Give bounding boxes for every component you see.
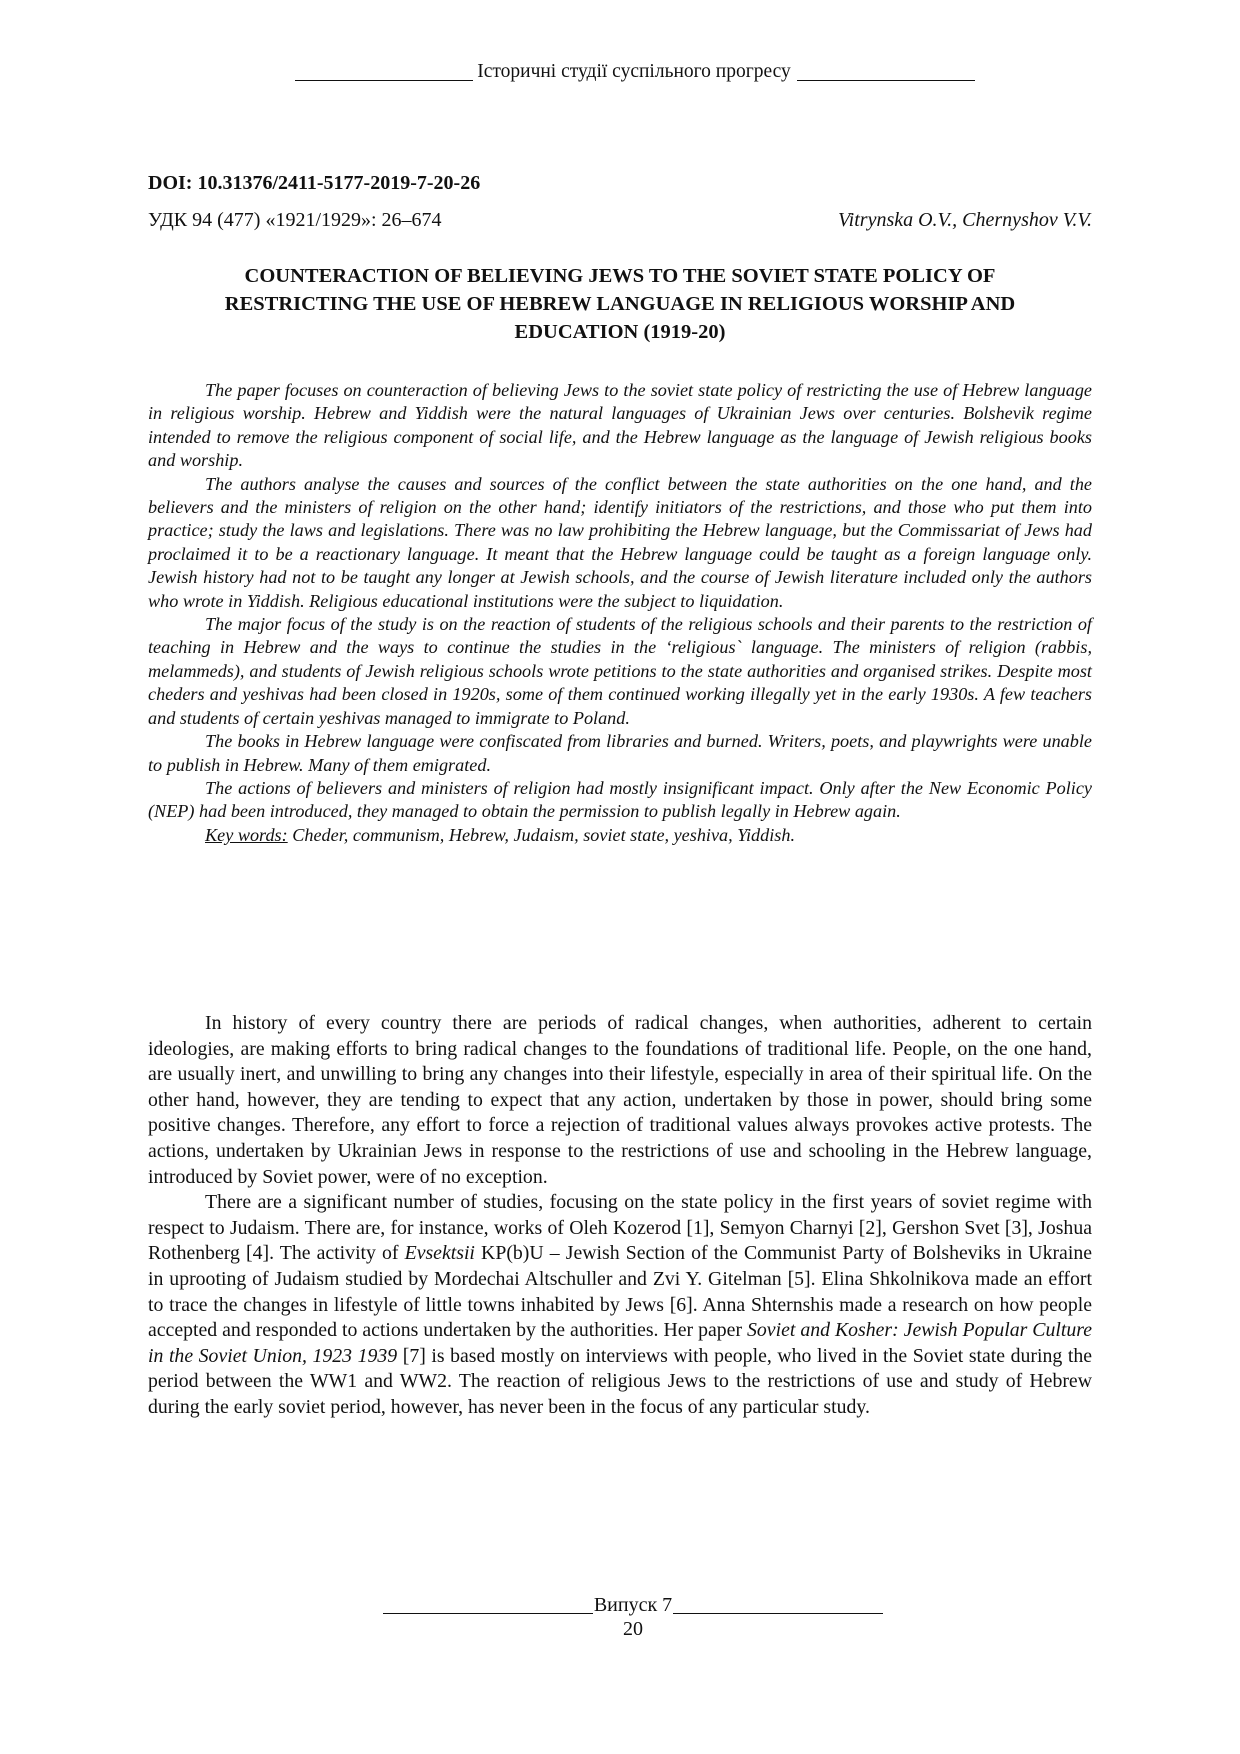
authors: Vitrynska O.V., Chernyshov V.V. bbox=[837, 209, 1092, 231]
body-text bbox=[148, 1011, 1092, 1421]
abstract-paragraph: The authors analyse the causes and sources of the conflict between the state authorities on the one hand, and the believers and the ministers of religion on the other hand; identify initiators of the restrictions, and those who put them into practice; study the laws and legislations. There was no law prohibiting the Hebrew language, but the Commissariat of Jews had proclaimed it to be a reactionary language. It meant that the Hebrew language could be taught as a foreign language only. Jewish history had not to be taught any longer at Jewish schools, and the course of Jewish literature included only the authors who wrote in Yiddish. Religious educational institutions were the subject to liquidation. bbox=[148, 473, 1092, 611]
page-footer bbox=[383, 1593, 883, 1641]
issue-label: Випуск 7 bbox=[593, 1594, 673, 1616]
body-text-run: KP(b)U – Jewish Section of the Communist Party of Bolsheviks in Ukraine in uprooting of Judaism studied by Mordechai Altschuller and Zvi Y. Gitelman [5]. Elina Shkolnikova made an effort to trace the changes in lifestyle of little towns inhabited by Jews [6]. Anna Shternshis made a research on how people accepted and responded to actions undertaken by the authorities. Her paper bbox=[148, 1242, 1093, 1342]
title-line: EDUCATION (1919-20) bbox=[514, 321, 726, 343]
footer-rule-left bbox=[383, 1613, 593, 1614]
header-rule-left bbox=[295, 80, 473, 81]
article-meta bbox=[148, 208, 1092, 232]
body-paragraph bbox=[148, 1190, 1092, 1420]
keywords-label: Key words: bbox=[205, 824, 288, 845]
abstract-paragraph: The actions of believers and ministers of religion had mostly insignificant impact. Only after the New Economic Policy (NEP) had been introduced, they managed to obtain the permission to publish legally in Hebrew again. bbox=[148, 777, 1092, 822]
article-title bbox=[148, 262, 1092, 346]
page-number: 20 bbox=[623, 1618, 643, 1640]
keywords-list: Cheder, communism, Hebrew, Judaism, soviet state, yeshiva, Yiddish. bbox=[287, 824, 796, 845]
abstract-paragraph: The paper focuses on counteraction of believing Jews to the soviet state policy of restricting the use of Hebrew language in religious worship. Hebrew and Yiddish were the natural languages of Ukrainian Jews over centuries. Bolshevik regime intended to remove the religious component of social life, and the Hebrew language as the language of Jewish religious books and worship. bbox=[148, 380, 1092, 471]
title-line: COUNTERACTION OF BELIEVING JEWS TO THE SOVIET STATE POLICY OF bbox=[244, 265, 996, 287]
body-text-run: [7] is based mostly on interviews with people, who lived in the Soviet state during the period between the WW1 and WW2. The reaction of religious Jews to the restrictions of use and study of Hebrew during the early soviet period, however, has never been in the focus of any particular study. bbox=[148, 1344, 1093, 1418]
body-paragraph: In history of every country there are periods of radical changes, when authorities, adherent to certain ideologies, are making efforts to bring radical changes to the foundations of traditional life. People, on the one hand, are usually inert, and unwilling to bring any changes into their lifestyle, especially in area of their spiritual life. On the other hand, however, they are tending to expect that any action, undertaken by those in power, should bring some positive changes. Therefore, any effort to force a rejection of traditional values always provokes active protests. The actions, undertaken by Ukrainian Jews in response to the restrictions of use and schooling in the Hebrew language, introduced by Soviet power, were of no exception. bbox=[148, 1012, 1092, 1188]
udc-code: УДК 94 (477) «1921/1929»: 26–674 bbox=[148, 209, 442, 231]
abstract-paragraph: The books in Hebrew language were confiscated from libraries and burned. Writers, poets, and playwrights were unable to publish in Hebrew. Many of them emigrated. bbox=[148, 731, 1092, 775]
footer-issue-line bbox=[383, 1593, 883, 1617]
body-text-run: There are a significant number of studies, focusing on the state policy in the first years of soviet regime with respect to Judaism. There are, for instance, works of Oleh Kozerod [1], Semyon Charnyi [2], Gershon Svet [3], Joshua Rothenberg [4]. The activity of bbox=[148, 1191, 1092, 1265]
keywords bbox=[148, 824, 1092, 847]
title-line: RESTRICTING THE USE OF HEBREW LANGUAGE IN RELIGIOUS WORSHIP AND bbox=[224, 293, 1016, 315]
abstract bbox=[148, 379, 1092, 847]
cited-work-title: Soviet and Kosher: Jewish Popular Culture in the Soviet Union, 1923 1939 bbox=[148, 1319, 1093, 1367]
running-header bbox=[262, 60, 1008, 84]
journal-title: Історичні студії суспільного прогресу bbox=[477, 61, 791, 82]
header-rule-right bbox=[797, 80, 975, 81]
footer-rule-right bbox=[673, 1613, 883, 1614]
italic-term: Evsektsii bbox=[404, 1242, 475, 1265]
abstract-paragraph: The major focus of the study is on the reaction of students of the religious schools and their parents to the restriction of teaching in Hebrew and the ways to continue the studies in the ‘religious` language. The ministers of religion (rabbis, melammeds), and students of Jewish religious schools wrote petitions to the state authorities and organised strikes. Despite most cheders and yeshivas had been closed in 1920s, some of them continued working illegally yet in the early 1930s. A few teachers and students of certain yeshivas managed to immigrate to Poland. bbox=[148, 614, 1092, 728]
doi: DOI: 10.31376/2411-5177-2019-7-20-26 bbox=[148, 172, 481, 194]
